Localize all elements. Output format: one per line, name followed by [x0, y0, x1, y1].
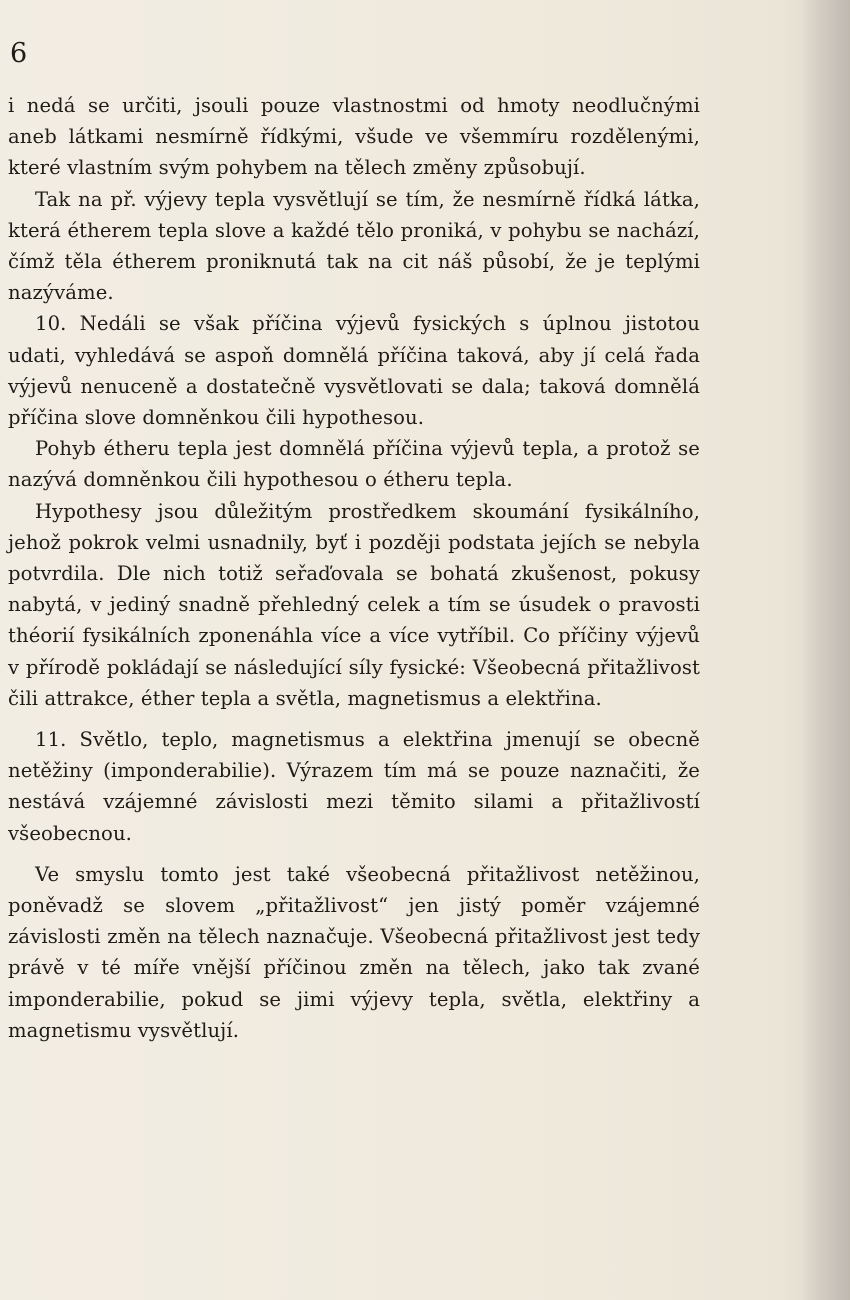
- page-text: [8, 90, 700, 1046]
- paragraph-gravity-imponderable: Ve smyslu tomto jest také všeobecná přitažlivost netěžinou, poněvadž se slovem „přitažlivost“ jen jistý poměr vzájemné závislosti změn na tělech naznačuje. Všeobecná přitažlivost jest tedy právě v té míře vnější příčinou změn na tělech, jako tak zvané imponderabilie, pokud se jimi výjevy tepla, světla, elektřiny a magnetismu vysvětlují.: [8, 862, 700, 1042]
- paragraph-ether-example: Tak na př. výjevy tepla vysvětlují se tím, že nesmírně řídká látka, která étherem tepla slove a každé tělo proniká, v pohybu se nachází, čímž těla étherem proniknutá tak na cit náš působí, že je teplými nazýváme.: [8, 187, 700, 305]
- page-binding-edge: [802, 0, 850, 1300]
- paragraph-ether-hypothesis: Pohyb étheru tepla jest domnělá příčina výjevů tepla, a protož se nazývá domněnkou čili hypothesou o étheru tepla.: [8, 437, 700, 492]
- paragraph-section-10: 10. Nedáli se však příčina výjevů fysických s úplnou jistotou udati, vyhledává se aspoň domnělá příčina taková, aby jí celá řada výjevů nenuceně a dostatečně vysvětlovati se dala; taková domnělá příčina slove domněnkou čili hypothesou.: [8, 312, 700, 430]
- paragraph-continuation: i nedá se určiti, jsouli pouze vlastnostmi od hmoty neodlučnými aneb látkami nesmírně řídkými, všude ve všemmíru rozdělenými, které vlastním svým pohybem na tělech změny způsobují.: [8, 94, 700, 180]
- page-number: 6: [10, 38, 28, 69]
- paragraph-hypotheses-importance: Hypothesy jsou důležitým prostředkem skoumání fysikálního, jehož pokrok velmi usnadnily, byť i později podstata jejích se nebyla potvrdila. Dle nich totiž seřaďovala se bohatá zkušenost, pokusy nabytá, v jediný snadně přehledný celek a tím se úsudek o pravosti théorií fysikálních zponenáhla více a více vytříbil. Co příčiny výjevů v přírodě pokládají se následující síly fysické: Všeobecná přitažlivost čili attrakce, éther tepla a světla, magnetismus a elektřina.: [8, 499, 700, 710]
- paragraph-section-11: 11. Světlo, teplo, magnetismus a elektřina jmenují se obecně netěžiny (imponderabilie). Výrazem tím má se pouze naznačiti, že nestává vzájemné závislosti mezi těmito silami a přitažlivostí všeobecnou.: [8, 728, 700, 845]
